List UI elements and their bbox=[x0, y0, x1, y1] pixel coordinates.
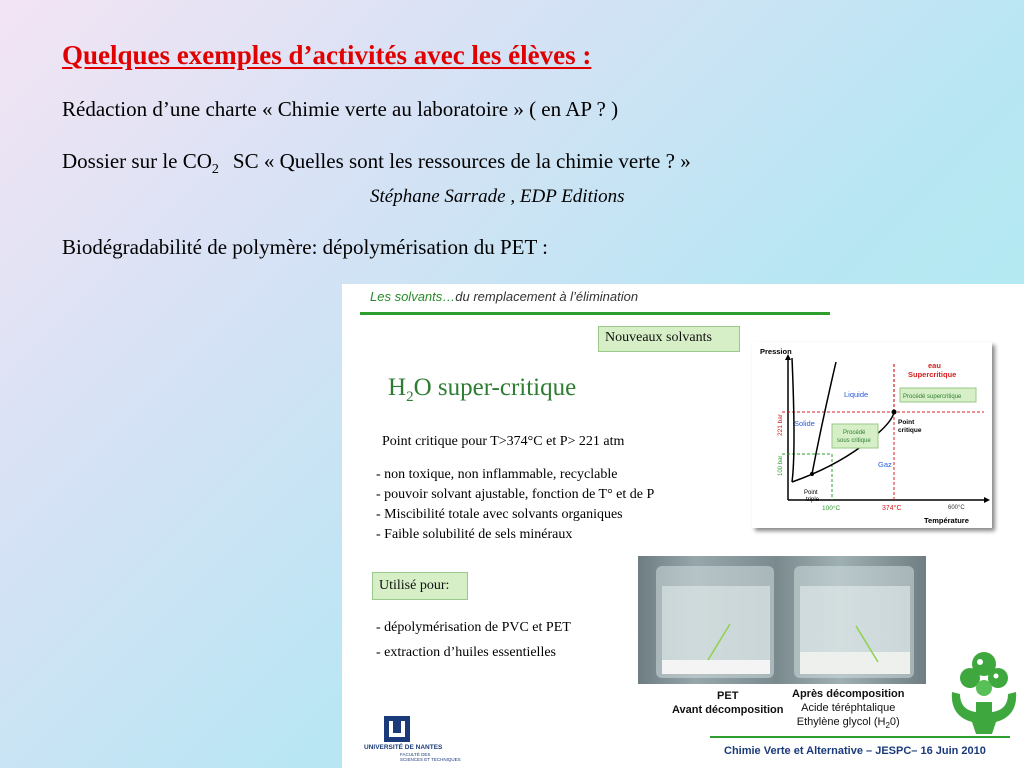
p100-label: 100 bar bbox=[778, 455, 784, 476]
subcritical-process-label-a: Procédé bbox=[843, 430, 866, 436]
book-credit: Stéphane Sarrade , EDP Editions bbox=[370, 186, 625, 207]
subcritical-process-box bbox=[832, 424, 878, 448]
inner-title-b: du remplacement à l’élimination bbox=[455, 289, 639, 304]
utilise-pour-box: Utilisé pour: bbox=[372, 572, 468, 600]
supercritique-label: Supercritique bbox=[908, 370, 957, 379]
line2-pre: Dossier sur le CO bbox=[62, 149, 212, 173]
fusion-curve bbox=[812, 362, 836, 474]
after-caption: Après décomposition Acide téréphtalique Ethylène glycol $(H_20)$ bbox=[792, 688, 905, 731]
pet-pellets bbox=[662, 660, 770, 674]
inner-slide-title bbox=[370, 289, 638, 304]
hands-shape bbox=[952, 692, 1016, 734]
use-bullet: - extraction d’huiles essentielles bbox=[376, 645, 556, 660]
t100-label: 100°C bbox=[822, 505, 841, 512]
t374-label: 374°C bbox=[882, 505, 902, 512]
x-axis-title: Température bbox=[924, 516, 969, 525]
critical-point-label-b: critique bbox=[898, 427, 922, 434]
decomposition-residue bbox=[800, 652, 910, 674]
phase-diagram bbox=[752, 342, 992, 528]
triple-point-label-b: triple bbox=[806, 497, 820, 503]
nouveaux-solvants-box: Nouveaux solvants bbox=[598, 326, 740, 352]
subcritical-process-label-b: sous critique bbox=[837, 438, 871, 444]
embedded-slide bbox=[342, 284, 1024, 768]
p221-label: 221 bar bbox=[777, 413, 784, 436]
h2o-heading: $H_2O$ super-critique bbox=[388, 374, 577, 405]
univ-emblem bbox=[364, 714, 464, 744]
property-bullet: - Miscibilité totale avec solvants organiques bbox=[376, 507, 623, 522]
activity-line-2 bbox=[62, 149, 691, 178]
y-axis-title: Pression bbox=[760, 347, 792, 356]
activity-line-3: Biodégradabilité de polymère: dépolymérisation du PET : bbox=[62, 235, 549, 259]
critical-point-marker bbox=[892, 410, 897, 415]
line2-subscript: 2 bbox=[211, 162, 219, 178]
pet-caption: PET Avant décomposition bbox=[672, 690, 784, 716]
inner-title-rule bbox=[360, 312, 830, 315]
x-axis-arrow bbox=[984, 497, 990, 503]
gaz-label: Gaz bbox=[878, 460, 892, 469]
line2-post: SC « Quelles sont les ressources de la chimie verte ? » bbox=[232, 149, 691, 173]
use-bullet: - dépolymérisation de PVC et PET bbox=[376, 620, 571, 635]
property-bullet: - Faible solubilité de sels minéraux bbox=[376, 527, 573, 542]
activity-line-1: Rédaction d’une charte « Chimie verte au laboratoire » ( en AP ? ) bbox=[62, 97, 619, 121]
green-chemistry-logo bbox=[946, 644, 1022, 740]
solide-label: Solide bbox=[794, 419, 815, 428]
universite-nantes-logo: UNIVERSITÉ DE NANTES FACULTÉ DES SCIENCES ET TECHNIQUES bbox=[364, 714, 464, 766]
critical-point-label-a: Point bbox=[898, 419, 915, 426]
t600-label: 600°C bbox=[948, 505, 965, 511]
triple-point-label-a: Point bbox=[804, 490, 818, 496]
inner-title-a: Les solvants… bbox=[370, 289, 456, 304]
beaker-photo bbox=[638, 556, 926, 684]
inner-footer: Chimie Verte et Alternative – JESPC– 16 Juin 2010 bbox=[724, 745, 986, 757]
liquide-label: Liquide bbox=[844, 390, 869, 399]
supercritical-process-label: Procédé supercritique bbox=[903, 394, 962, 400]
property-bullet: - non toxique, non inflammable, recyclable bbox=[376, 467, 618, 482]
property-bullet: - pouvoir solvant ajustable, fonction de T° et de P bbox=[376, 487, 655, 502]
eau-label: eau bbox=[928, 361, 941, 370]
slide-title: Quelques exemples d’activités avec les élèves : bbox=[62, 40, 592, 70]
triple-point-marker bbox=[810, 472, 814, 476]
critical-point-text: Point critique pour T>374°C et P> 221 atm bbox=[382, 434, 625, 449]
